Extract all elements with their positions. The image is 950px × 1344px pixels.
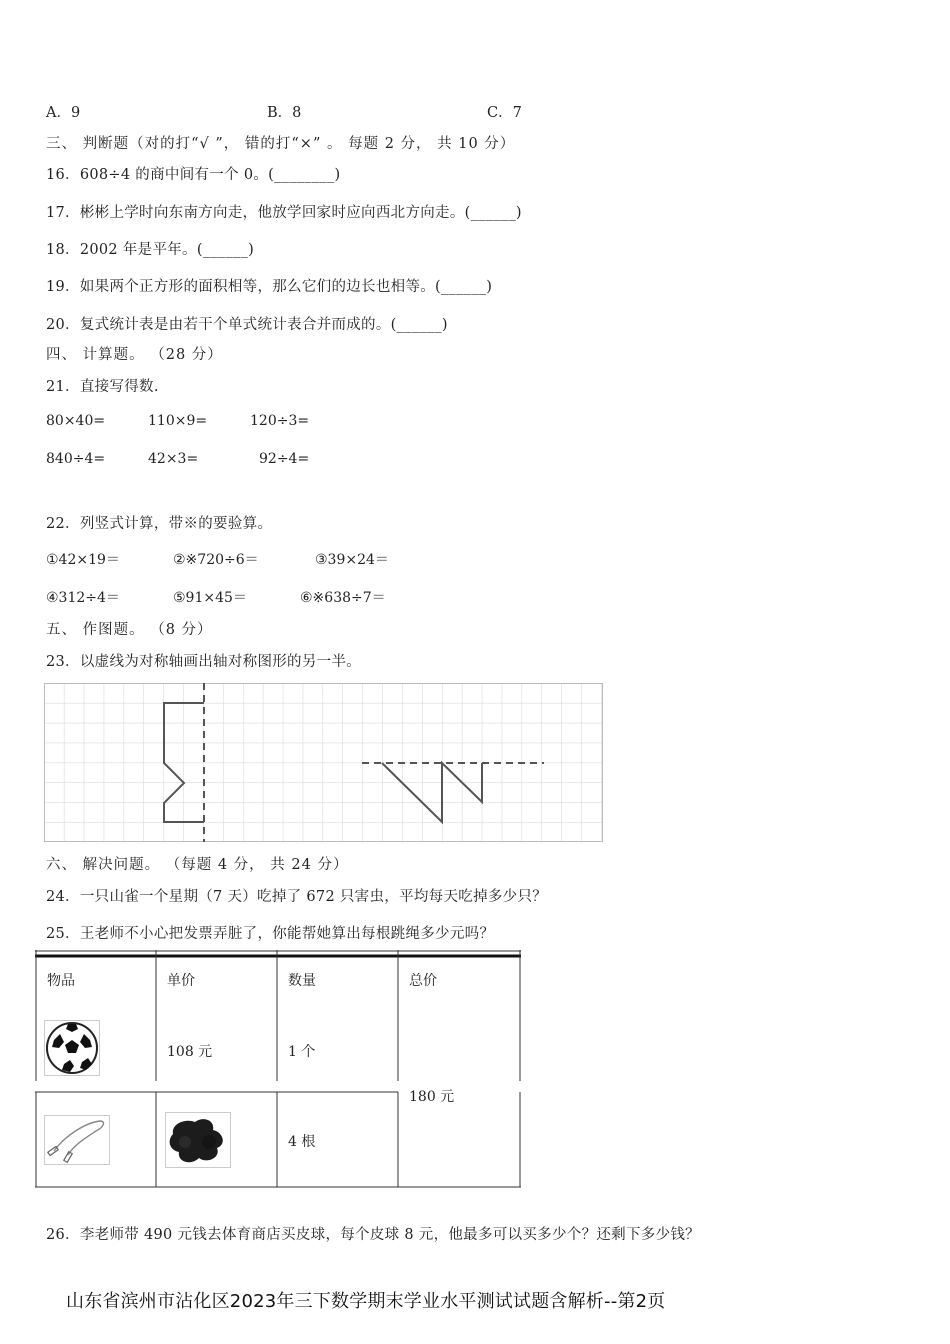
question-21-title: 21．直接写得数.	[46, 379, 159, 395]
calc-22-2: ②※720÷6＝	[173, 552, 259, 568]
page-footer: 山东省滨州市沾化区2023年三下数学期末学业水平测试试题含解析--第2页	[66, 1291, 666, 1312]
symmetry-grid	[44, 683, 603, 842]
section-5-heading: 五、 作图题。 （8 分）	[46, 622, 213, 638]
question-25: 25．王老师不小心把发票弄脏了，你能帮她算出每根跳绳多少元吗？	[46, 926, 495, 942]
section-6-heading: 六、 解决问题。 （每题 4 分， 共 24 分）	[46, 857, 349, 873]
ball-quantity: 1 个	[288, 1044, 316, 1060]
calc-21-6: 92÷4=	[259, 451, 310, 467]
calc-22-5: ⑤91×45＝	[173, 590, 247, 606]
header-item: 物品	[47, 973, 75, 989]
ball-unit-price: 108 元	[167, 1044, 213, 1060]
calc-22-1: ①42×19＝	[46, 552, 120, 568]
choice-a: A．9	[46, 105, 81, 121]
jump-rope-icon	[44, 1115, 110, 1165]
question-18: 18．2002 年是平年。(______)	[46, 242, 255, 258]
calc-21-5: 42×3=	[148, 451, 199, 467]
question-23-title: 23．以虚线为对称轴画出轴对称图形的另一半。	[46, 654, 362, 670]
soccer-ball-icon	[44, 1020, 100, 1076]
calc-22-6: ⑥※638÷7＝	[300, 590, 386, 606]
header-unit-price: 单价	[167, 973, 195, 989]
calc-21-2: 110×9=	[148, 413, 208, 429]
total-price: 180 元	[409, 1089, 455, 1105]
question-24: 24．一只山雀一个星期（7 天）吃掉了 672 只害虫，平均每天吃掉多少只？	[46, 889, 548, 905]
question-19: 19．如果两个正方形的面积相等，那么它们的边长也相等。(______)	[46, 279, 493, 295]
section-4-heading: 四、 计算题。 （28 分）	[46, 347, 223, 363]
calc-21-4: 840÷4=	[46, 451, 106, 467]
header-total: 总价	[409, 973, 437, 989]
question-17: 17．彬彬上学时向东南方向走，他放学回家时应向西北方向走。(______)	[46, 205, 522, 221]
ink-stain-icon	[165, 1112, 231, 1168]
calc-21-3: 120÷3=	[250, 413, 310, 429]
question-16: 16．608÷4 的商中间有一个 0。(________)	[46, 167, 341, 183]
calc-22-3: ③39×24＝	[315, 552, 389, 568]
calc-22-4: ④312÷4＝	[46, 590, 120, 606]
invoice-table	[35, 950, 521, 1188]
calc-21-1: 80×40=	[46, 413, 106, 429]
symmetry-grid-figure	[44, 683, 603, 842]
header-quantity: 数量	[288, 973, 316, 989]
question-22-title: 22．列竖式计算，带※的要验算。	[46, 516, 273, 532]
rope-quantity: 4 根	[288, 1134, 316, 1150]
question-20: 20．复式统计表是由若干个单式统计表合并而成的。(______)	[46, 317, 448, 333]
section-3-heading: 三、 判断题（对的打“√ ”， 错的打“×” 。 每题 2 分， 共 10 分）	[46, 136, 516, 152]
question-26: 26．李老师带 490 元钱去体育商店买皮球，每个皮球 8 元，他最多可以买多少个？还剩下多少钱？	[46, 1227, 700, 1243]
choice-c: C．7	[487, 105, 522, 121]
choice-b: B．8	[267, 105, 302, 121]
